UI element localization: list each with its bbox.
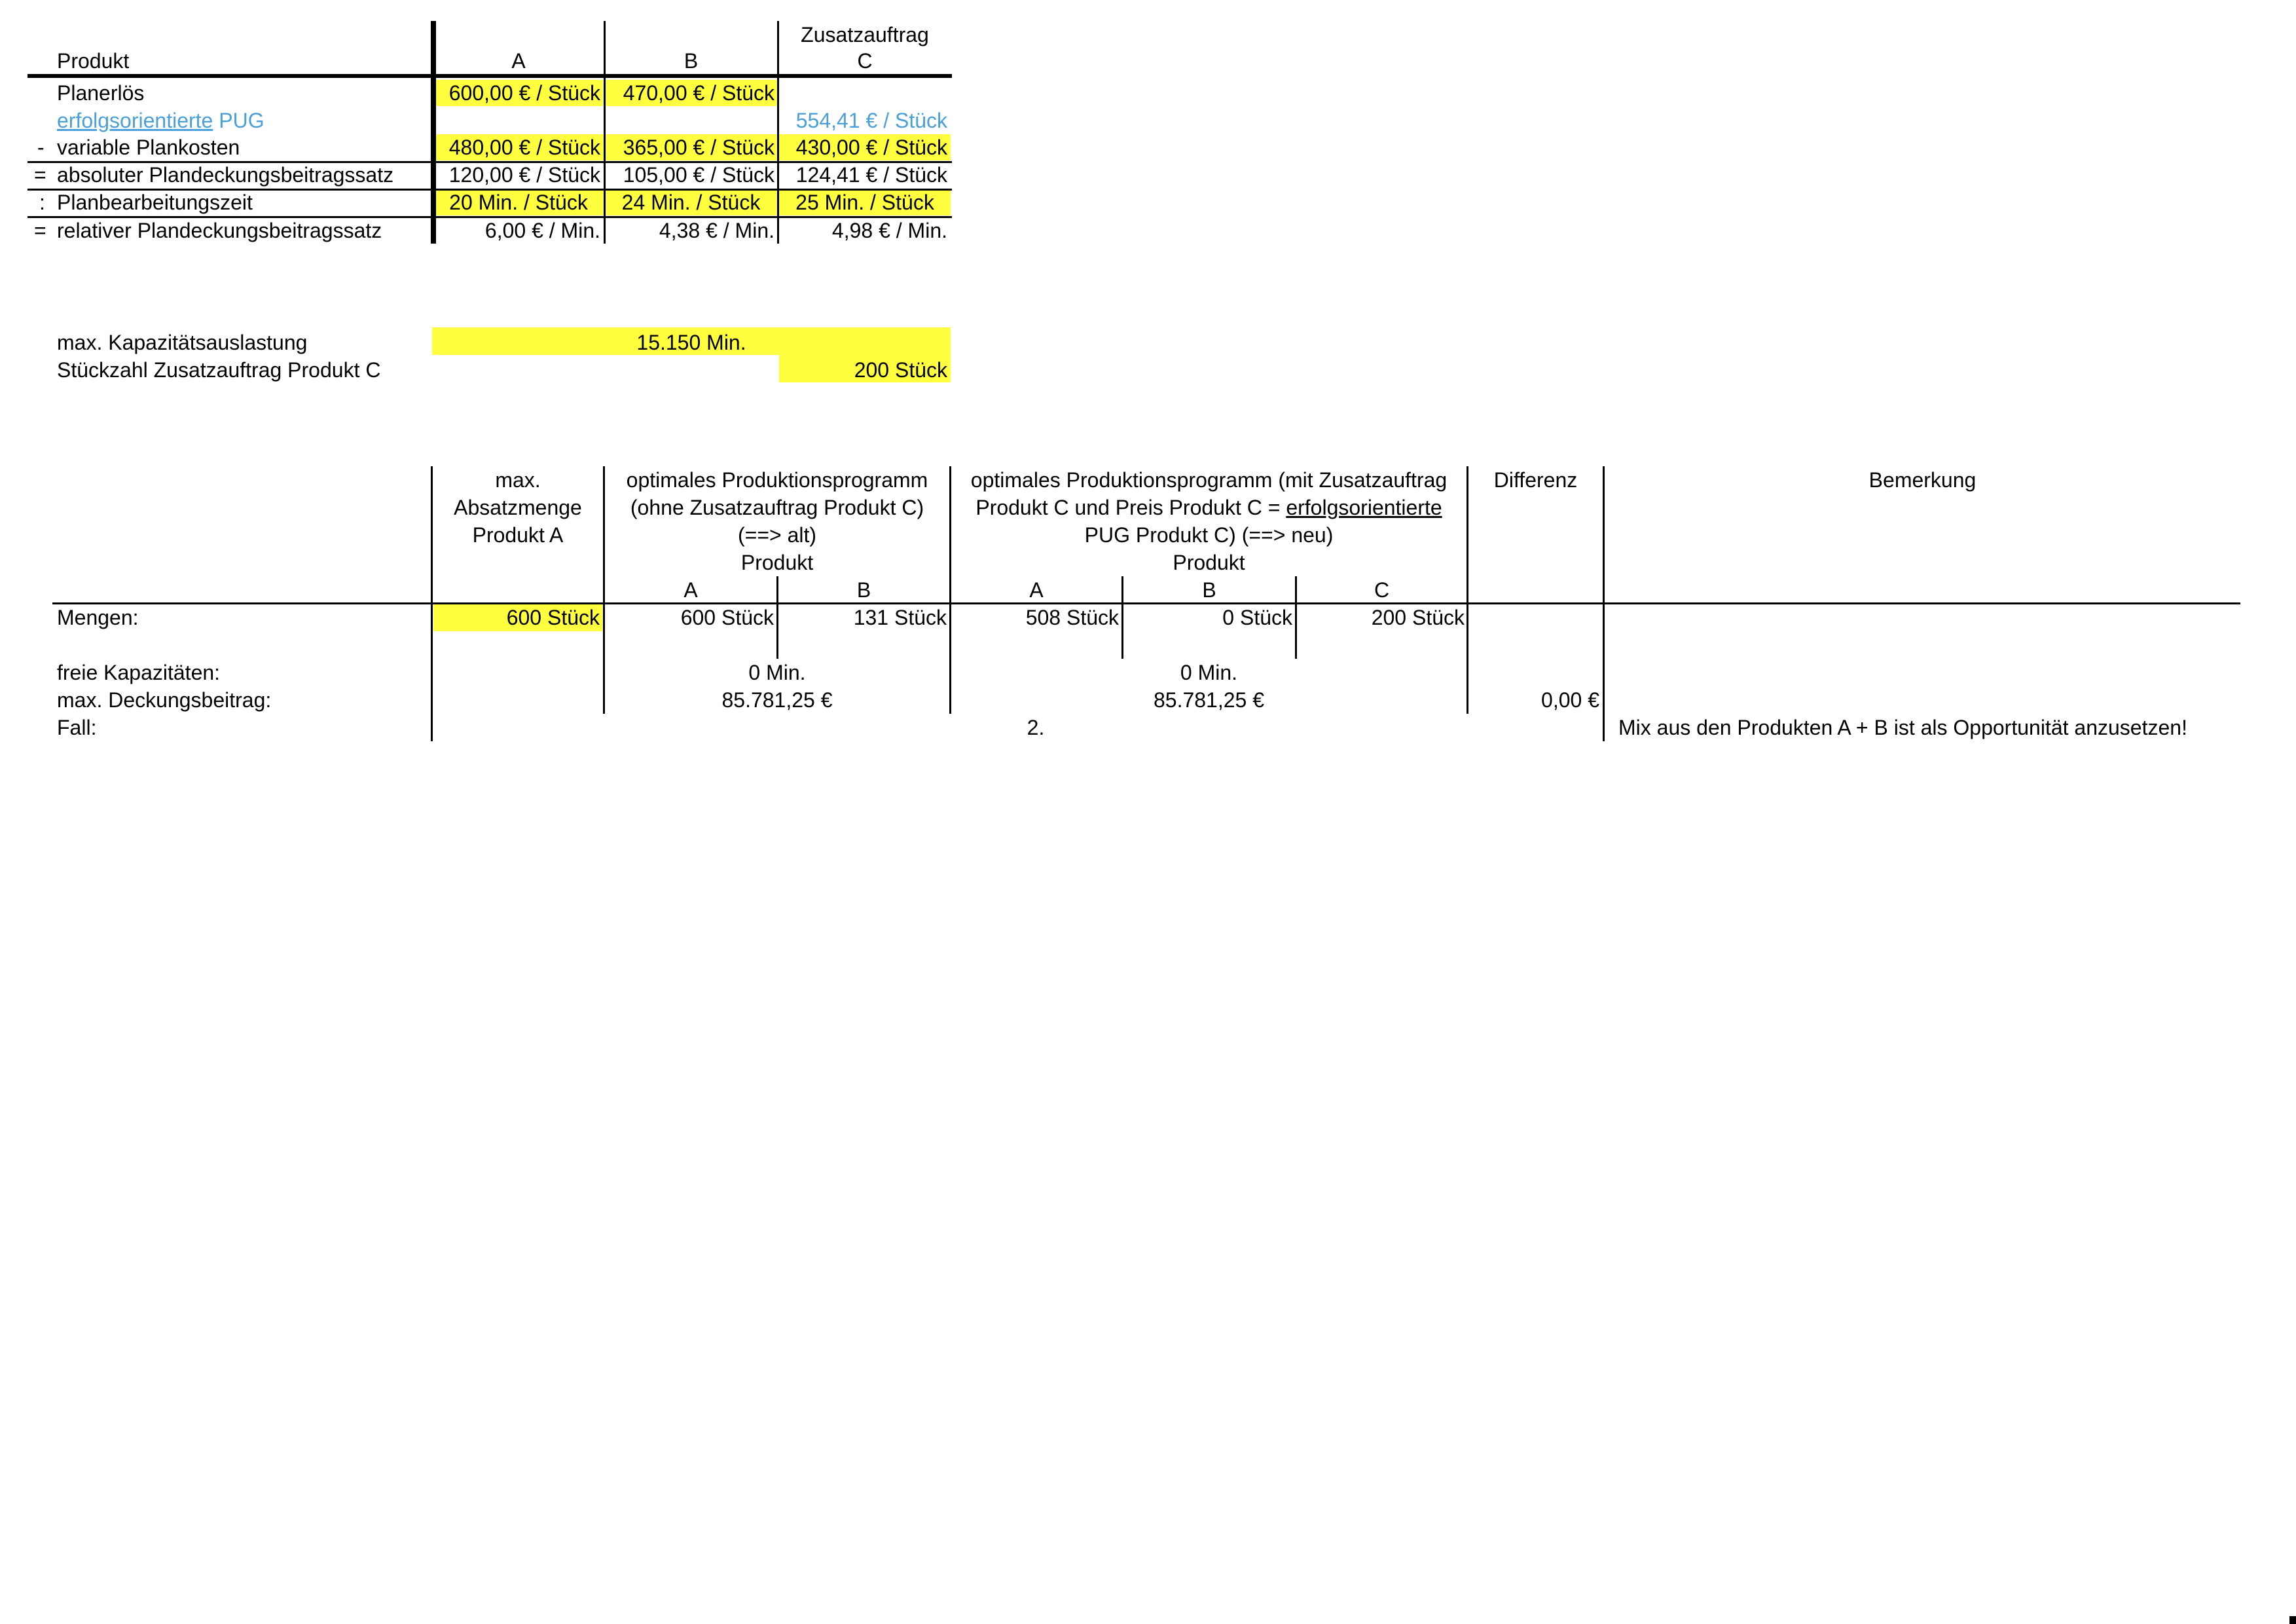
row-label-absdb: absoluter Plandeckungsbeitragssatz <box>57 163 394 187</box>
header-c: C <box>857 49 873 73</box>
cell-absdb-b: 105,00 € / Stück <box>623 163 774 187</box>
fall-label: Fall: <box>57 716 97 739</box>
header-neu-line3: PUG Produkt C) (==> neu) <box>1084 523 1334 547</box>
bemerkung-text: Mix aus den Produkten A + B ist als Opportunität anzusetzen! <box>1618 716 2187 739</box>
link-erfolgsorientierte[interactable]: erfolgsorientierte <box>57 109 213 132</box>
header-a: A <box>511 49 526 73</box>
cell-pug-c: 554,41 € / Stück <box>795 109 947 132</box>
frei-label: freie Kapazitäten: <box>57 661 221 684</box>
db-neu: 85.781,25 € <box>1153 688 1265 712</box>
header-max-line1: max. <box>495 468 541 492</box>
cell-bearbeitungszeit-c: 25 Min. / Stück <box>795 191 934 214</box>
row-label-pug <box>57 107 264 134</box>
cell-planerloes-a: 600,00 € / Stück <box>448 81 600 105</box>
divider <box>1467 466 1468 714</box>
header-neu-sub-b: B <box>1202 578 1216 602</box>
header-b: B <box>683 49 699 73</box>
db-diff: 0,00 € <box>1541 688 1599 712</box>
header-alt-line4: Produkt <box>740 551 814 574</box>
kapazitaet-label: max. Kapazitätsauslastung <box>57 331 308 354</box>
cell-absdb-c: 124,41 € / Stück <box>795 163 947 187</box>
header-neu-line2-underlined: erfolgsorientierte <box>1286 496 1442 519</box>
row-label-planerloes: Planerlös <box>57 81 145 105</box>
frei-alt: 0 Min. <box>748 661 806 684</box>
db-label: max. Deckungsbeitrag: <box>57 688 272 712</box>
header-alt-line2: (ohne Zusatzauftrag Produkt C) <box>630 496 924 519</box>
cell-planerloes-b: 470,00 € / Stück <box>623 81 774 105</box>
scan-mark <box>2289 1616 2296 1624</box>
db-alt: 85.781,25 € <box>721 688 833 712</box>
header-alt-sub-b: B <box>856 578 871 602</box>
cell-varkosten-a: 480,00 € / Stück <box>448 136 600 159</box>
cell-absdb-a: 120,00 € / Stück <box>448 163 600 187</box>
header-alt-line1: optimales Produktionsprogramm <box>626 468 928 492</box>
stueckzahl-value: 200 Stück <box>854 358 947 382</box>
header-c-top: Zusatzauftrag <box>801 23 929 46</box>
mengen-alt-a: 600 Stück <box>680 606 774 629</box>
cell-reldb-b: 4,38 € / Min. <box>659 219 774 242</box>
header-neu-line2-text: Produkt C und Preis Produkt C = <box>975 496 1286 519</box>
row-op-equals: = <box>34 163 46 187</box>
fall-value: 2. <box>1027 716 1045 739</box>
header-max-line3: Produkt A <box>472 523 564 547</box>
cell-reldb-c: 4,98 € / Min. <box>831 219 947 242</box>
row-label-bearbeitungszeit: Planbearbeitungszeit <box>57 191 253 214</box>
row-op-equals: = <box>34 219 46 242</box>
frei-neu: 0 Min. <box>1180 661 1238 684</box>
cell-bearbeitungszeit-b: 24 Min. / Stück <box>621 191 761 214</box>
header-alt-sub-a: A <box>683 578 698 602</box>
header-neu-sub-c: C <box>1374 578 1390 602</box>
cell-bearbeitungszeit-a: 20 Min. / Stück <box>449 191 588 214</box>
header-neu-line1: optimales Produktionsprogramm (mit Zusatzauftrag <box>970 468 1448 492</box>
header-differenz: Differenz <box>1493 468 1578 492</box>
cell-varkosten-c: 430,00 € / Stück <box>795 136 947 159</box>
kapazitaet-value: 15.150 Min. <box>636 331 746 354</box>
row-label-varkosten: variable Plankosten <box>57 136 240 159</box>
header-neu-line2 <box>951 494 1467 521</box>
header-neu-line4: Produkt <box>1173 551 1245 574</box>
header-alt-line3: (==> alt) <box>737 523 817 547</box>
mengen-neu-a: 508 Stück <box>1025 606 1119 629</box>
pug-text: PUG <box>213 109 264 132</box>
stueckzahl-label: Stückzahl Zusatzauftrag Produkt C <box>57 358 381 382</box>
header-max-line2: Absatzmenge <box>454 496 582 519</box>
row-label-reldb: relativer Plandeckungsbeitragssatz <box>57 219 382 242</box>
cell-varkosten-b: 365,00 € / Stück <box>623 136 774 159</box>
mengen-max: 600 Stück <box>506 606 600 629</box>
cell-reldb-a: 6,00 € / Min. <box>484 219 600 242</box>
mengen-alt-b: 131 Stück <box>853 606 947 629</box>
row-op-minus: - <box>37 136 45 159</box>
mengen-label: Mengen: <box>57 606 139 629</box>
row-op-colon: : <box>39 191 45 214</box>
header-bemerkung: Bemerkung <box>1868 468 1977 492</box>
mengen-neu-c: 200 Stück <box>1371 606 1465 629</box>
header-neu-sub-a: A <box>1029 578 1044 602</box>
header-produkt: Produkt <box>57 49 130 73</box>
mengen-neu-b: 0 Stück <box>1222 606 1292 629</box>
